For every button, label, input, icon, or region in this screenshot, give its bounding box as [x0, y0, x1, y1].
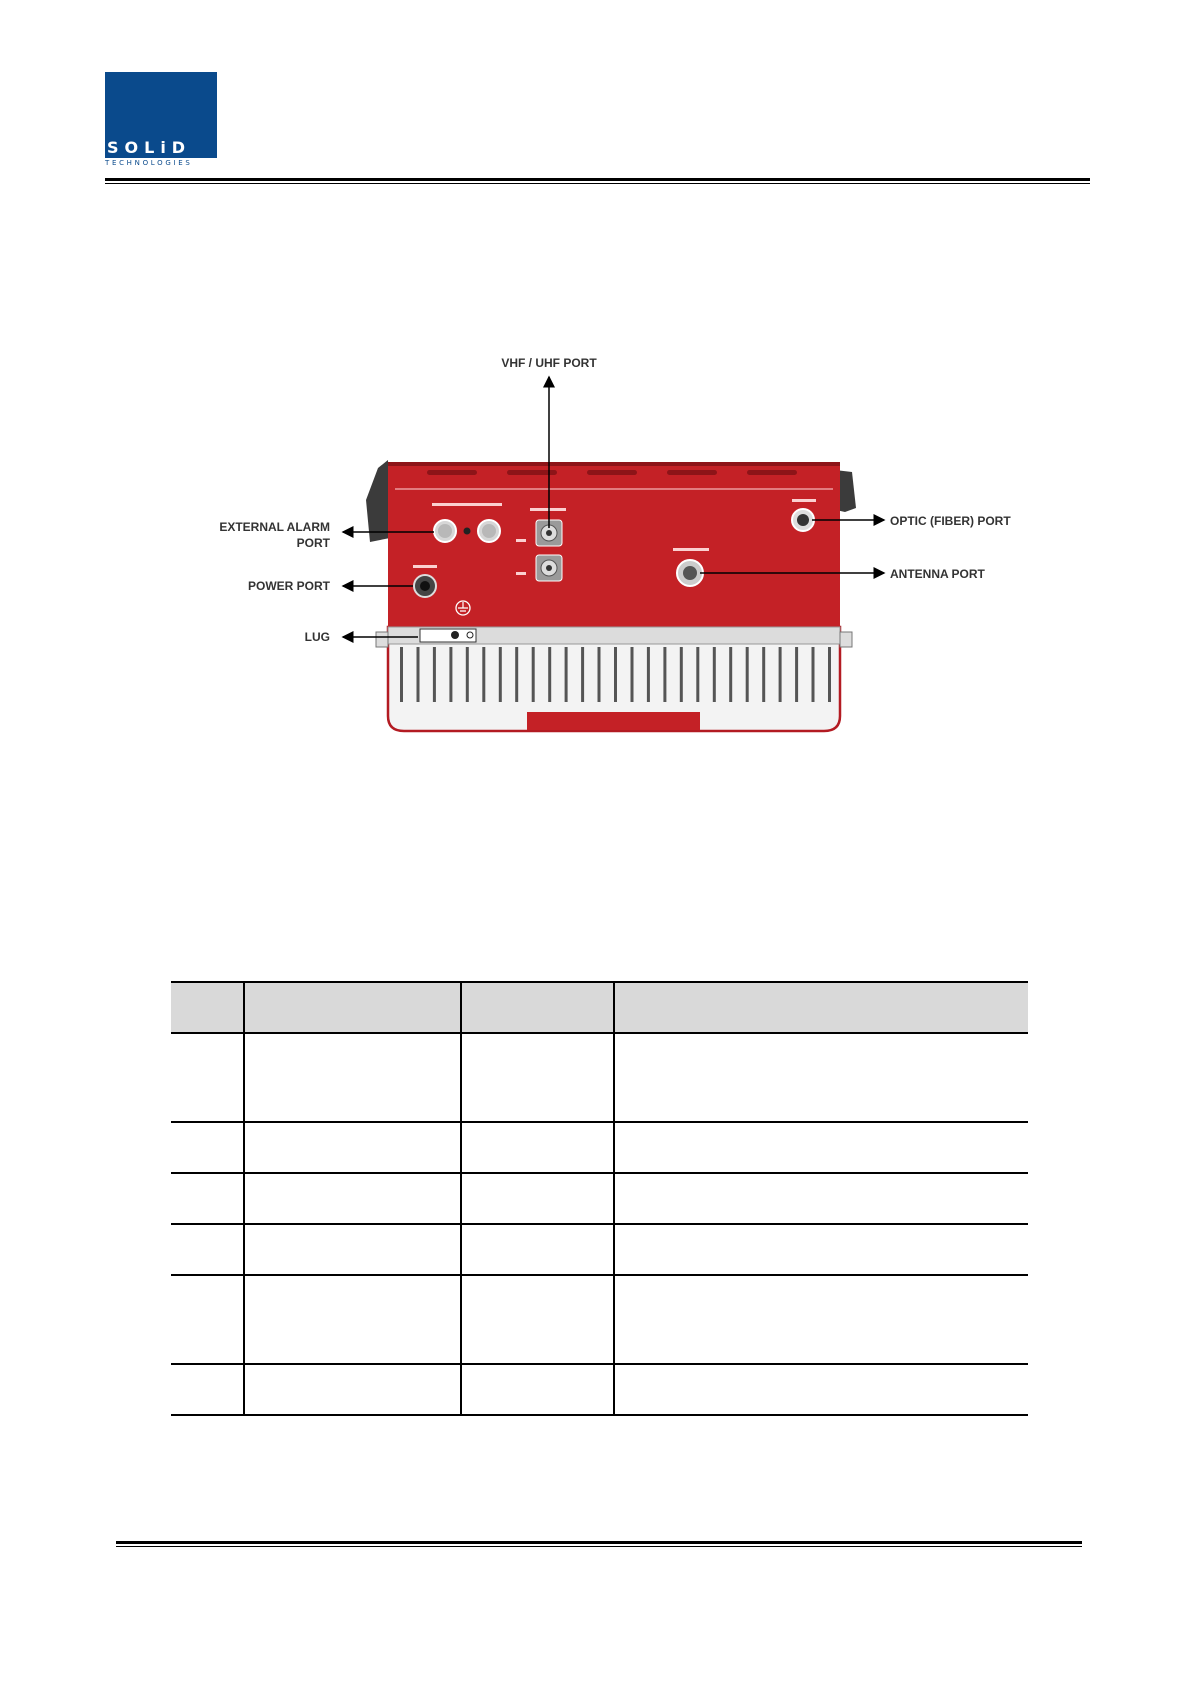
- footer-rule-thick: [116, 1541, 1082, 1544]
- heatsink-fin: [680, 647, 683, 702]
- header-cell-3: [461, 982, 614, 1033]
- heatsink-fin: [482, 647, 485, 702]
- external-alarm-label-line2: PORT: [296, 536, 330, 550]
- heatsink-fin: [466, 647, 469, 702]
- antenna-port-connector: [677, 560, 703, 586]
- chassis-body: [388, 462, 840, 627]
- table-cell: [244, 1364, 461, 1415]
- table-row: [171, 1122, 1028, 1173]
- antenna-port-label: ANTENNA PORT: [890, 567, 985, 581]
- header-cell-1: [171, 982, 244, 1033]
- heatsink-fin: [795, 647, 798, 702]
- device-port-diagram: [0, 0, 1191, 760]
- vhf-uhf-port-label: VHF / UHF PORT: [501, 356, 597, 370]
- logo-wordmark: SOLiD: [105, 138, 217, 158]
- table-cell: [461, 1033, 614, 1122]
- table-cell: [244, 1275, 461, 1364]
- table-row: [171, 1224, 1028, 1275]
- heatsink-fin: [417, 647, 420, 702]
- table-row: [171, 1033, 1028, 1122]
- optic-port-label: OPTIC (FIBER) PORT: [890, 514, 1011, 528]
- table-cell: [614, 1033, 1028, 1122]
- heatsink-fin: [499, 647, 502, 702]
- table-row: [171, 1173, 1028, 1224]
- mounting-bracket-left: [366, 460, 390, 542]
- table-cell: [171, 1122, 244, 1173]
- table-row: [171, 1275, 1028, 1364]
- port-description-table: [171, 981, 1028, 1416]
- heatsink-fin: [647, 647, 650, 702]
- heatsink-fin: [598, 647, 601, 702]
- table-cell: [171, 1364, 244, 1415]
- table-cell: [461, 1275, 614, 1364]
- heatsink-fin: [515, 647, 518, 702]
- optic-port-connector: [792, 509, 814, 531]
- heatsink-fin: [828, 647, 831, 702]
- table-cell: [461, 1364, 614, 1415]
- table-cell: [614, 1173, 1028, 1224]
- footer-rule-thin: [116, 1546, 1082, 1547]
- heatsink-fin: [400, 647, 403, 702]
- table-cell: [171, 1275, 244, 1364]
- table-cell: [461, 1122, 614, 1173]
- heatsink-fin: [762, 647, 765, 702]
- table-cell: [171, 1224, 244, 1275]
- table-cell: [461, 1224, 614, 1275]
- logo-subtitle: TECHNOLOGIES: [105, 159, 193, 167]
- heatsink-fin: [614, 647, 617, 702]
- table-header-row: [171, 982, 1028, 1033]
- table-row: [171, 1364, 1028, 1415]
- lug-terminal: [420, 629, 476, 642]
- table-cell: [171, 1173, 244, 1224]
- header-cell-4: [614, 982, 1028, 1033]
- heatsink-fin: [581, 647, 584, 702]
- heatsink-fin: [532, 647, 535, 702]
- table-cell: [244, 1173, 461, 1224]
- heatsink-fin: [812, 647, 815, 702]
- table-cell: [614, 1224, 1028, 1275]
- heatsink-fin: [433, 647, 436, 702]
- vhf-uhf-connector-bottom: [536, 555, 562, 581]
- table-cell: [614, 1364, 1028, 1415]
- heatsink-fin: [565, 647, 568, 702]
- table-cell: [614, 1275, 1028, 1364]
- heatsink-fin: [696, 647, 699, 702]
- heatsink-fin: [663, 647, 666, 702]
- table-cell: [614, 1122, 1028, 1173]
- power-port-label: POWER PORT: [247, 579, 330, 593]
- heatsink-fin: [713, 647, 716, 702]
- table-cell: [461, 1173, 614, 1224]
- table-cell: [244, 1122, 461, 1173]
- external-alarm-label-line1: EXTERNAL ALARM: [219, 520, 330, 534]
- alarm-port-2: [478, 520, 500, 542]
- table-cell: [244, 1224, 461, 1275]
- power-port-connector: [414, 575, 436, 597]
- heatsink-fin: [746, 647, 749, 702]
- alarm-port-1: [434, 520, 456, 542]
- table-cell: [171, 1033, 244, 1122]
- heatsink-fin: [779, 647, 782, 702]
- header-cell-2: [244, 982, 461, 1033]
- heatsink-fin: [449, 647, 452, 702]
- heatsink-fin: [631, 647, 634, 702]
- lug-label: LUG: [304, 630, 330, 644]
- heatsink-red-plate: [527, 712, 700, 730]
- heatsink-fin: [548, 647, 551, 702]
- heatsink-fin: [729, 647, 732, 702]
- table-cell: [244, 1033, 461, 1122]
